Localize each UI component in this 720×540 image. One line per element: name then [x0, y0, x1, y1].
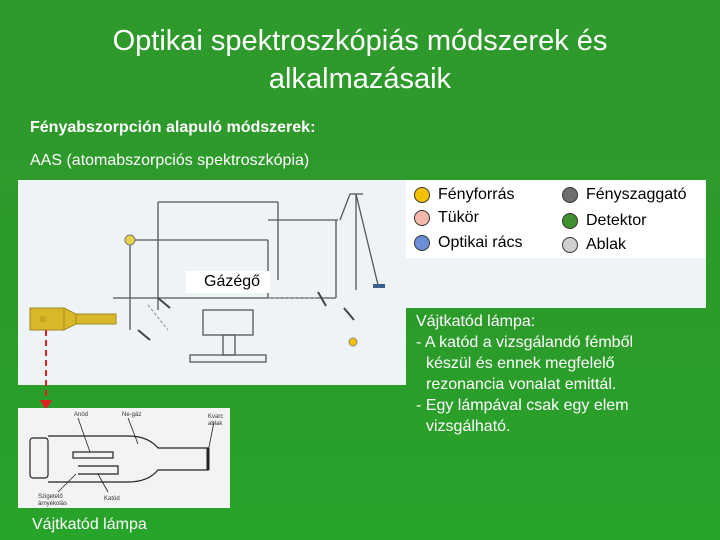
quartz-label-1: Kvarc	[208, 414, 224, 420]
hollow-cathode-lamp-diagram	[18, 408, 230, 508]
method-subheading: AAS (atomabszorpciós spektroszkópia)	[30, 152, 310, 169]
description-heading: Vájtkatód lámpa:	[416, 313, 536, 330]
pointer-arrow	[36, 330, 56, 412]
mirror-icon	[414, 210, 430, 226]
title-line-2: alkalmazásaik	[268, 63, 452, 95]
anode-label: Anód	[74, 412, 89, 418]
title-line-1: Optikai spektroszkópiás módszerek és	[112, 25, 608, 57]
insulation-label-2: árnyékolás	[38, 501, 68, 507]
legend-label: Fényforrás	[438, 186, 515, 203]
legend-label: Fényszaggató	[586, 186, 687, 203]
light-source-dot	[125, 235, 135, 245]
lamp-shape	[30, 308, 116, 330]
legend-label: Ablak	[586, 236, 627, 253]
detector-shape	[373, 284, 385, 288]
lamp-schematic-svg	[18, 408, 230, 508]
description-line: készül és ennek megfelelő	[426, 355, 615, 372]
legend-label: Tükör	[438, 209, 479, 226]
legend-item-detector	[562, 210, 646, 232]
cathode-label: Katód	[104, 496, 120, 502]
section-heading: Fényabszorpción alapuló módszerek:	[30, 119, 316, 136]
legend-label: Detektor	[586, 212, 647, 229]
insulation-label-1: Szigetelő	[38, 494, 63, 500]
description-line: vizsgálható.	[426, 418, 511, 435]
diagram-background-strip	[406, 258, 706, 308]
lamp-caption: Vájtkatód lámpa	[32, 516, 147, 533]
legend-item-chopper	[562, 184, 687, 206]
window-dot	[349, 338, 357, 346]
legend-label: Optikai rács	[438, 234, 523, 251]
description-line: rezonancia vonalat emittál.	[426, 376, 617, 393]
legend-item-window	[562, 234, 626, 256]
legend	[406, 180, 706, 258]
light-source-icon	[414, 187, 430, 203]
chopper-icon	[562, 187, 578, 203]
quartz-label-2: ablak	[208, 421, 223, 427]
burner-label: Gázégő	[186, 271, 270, 293]
detector-icon	[562, 213, 578, 229]
legend-item-light-source	[414, 184, 514, 206]
legend-item-mirror	[414, 207, 479, 229]
lamp-description	[416, 311, 706, 437]
window-icon	[562, 237, 578, 253]
slide-title	[40, 22, 680, 98]
legend-item-grating	[414, 232, 522, 254]
description-line: - Egy lámpával csak egy elem	[416, 397, 629, 414]
description-line: - A katód a vizsgálandó fémből	[416, 334, 634, 351]
grating-icon	[414, 235, 430, 251]
neon-gas-label: Ne-gáz	[122, 412, 142, 418]
